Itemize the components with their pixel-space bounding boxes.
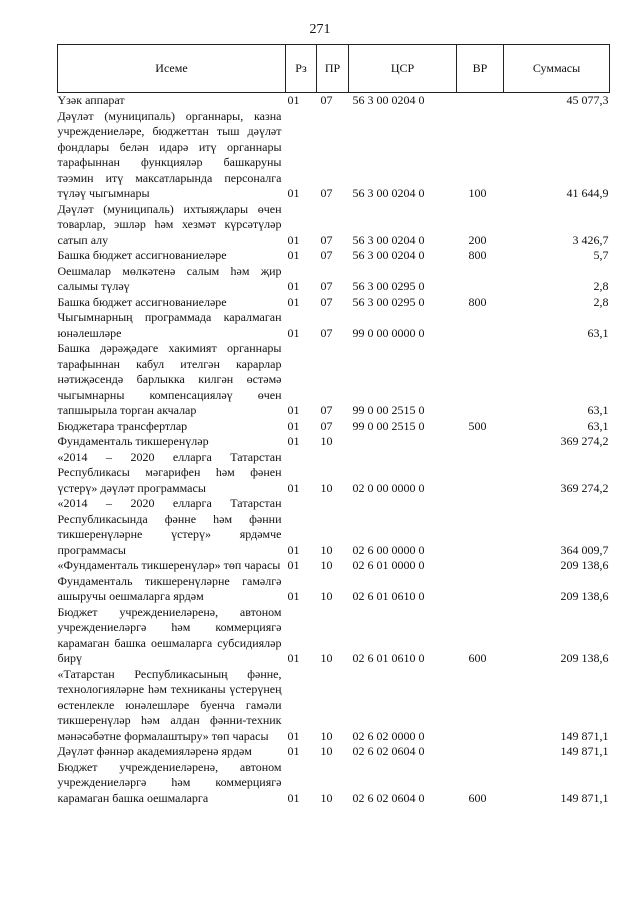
cell-name: Бюджет учреждениеләренә, автоном учреждениеләргә һәм коммерциягә карамаган башка оешмаларга субсидияләр бирү: [57, 604, 282, 665]
cell-vr: [457, 574, 504, 605]
cell-pr: 07: [320, 248, 333, 262]
table-row: [58, 202, 610, 249]
cell-pr: 07: [320, 418, 333, 433]
cell-csr: 99 0 00 2515 0: [352, 403, 425, 417]
cell-pr: 10: [320, 651, 333, 665]
cell-pr: 07: [320, 279, 333, 293]
cell-pr: 10: [320, 434, 333, 448]
cell-name: «Фундаменталь тикшеренүләр» төп чарасы: [57, 558, 281, 572]
cell-name: Үзәк аппарат: [57, 93, 125, 107]
cell-vr: [457, 450, 504, 497]
cell-csr: 56 3 00 0295 0: [352, 279, 425, 293]
cell-rz: 01: [287, 232, 300, 247]
table-header-row: [58, 45, 610, 93]
cell-sum: 63,1: [587, 325, 609, 340]
table-row: [58, 558, 610, 574]
table-row: [58, 760, 610, 807]
cell-rz: 01: [287, 558, 300, 572]
cell-rz: 01: [287, 744, 300, 758]
cell-csr: 56 3 00 0204 0: [352, 93, 425, 107]
table-row: [58, 310, 610, 341]
cell-csr: 99 0 00 2515 0: [352, 418, 425, 433]
cell-name: Фундаменталь тикшеренүләр: [57, 434, 209, 448]
cell-csr: 02 6 02 0000 0: [352, 728, 425, 743]
cell-pr: 10: [320, 728, 333, 743]
header-csr: ЦСР: [349, 45, 457, 93]
cell-vr: [457, 667, 504, 745]
cell-name: «Татарстан Республикасының фәнне, технологияләрне һәм техниканы үстерүнең өстенлекле юнәлешләре буенча гамәли тикшеренүләр һәм алдан фәнни-техник мәнәсәбәтне формалаштыру» төп чарасы: [57, 666, 282, 743]
cell-csr: 02 6 02 0604 0: [352, 744, 425, 758]
cell-rz: 01: [287, 248, 300, 262]
table-row: [58, 574, 610, 605]
cell-vr: [457, 264, 504, 295]
cell-sum: 149 871,1: [560, 790, 609, 805]
cell-csr: 02 6 01 0610 0: [352, 589, 425, 603]
table-row: [58, 248, 610, 264]
header-pr: ПР: [317, 45, 349, 93]
cell-pr: 07: [320, 93, 333, 107]
table-row: [58, 605, 610, 667]
cell-name: Оешмалар мөлкәтенә салым һәм җир салымы түләү: [57, 263, 282, 293]
cell-name: Дәүләт (муниципаль) ихтыяҗлары өчен товарлар, эшләр һәм хезмәт күрсәтүләр сатып алу: [57, 201, 282, 247]
table-row: [58, 744, 610, 760]
cell-pr: 10: [320, 744, 333, 758]
cell-rz: 01: [287, 325, 300, 340]
table-row: [58, 264, 610, 295]
cell-vr: [457, 744, 504, 760]
cell-vr: [457, 558, 504, 574]
cell-sum: 2,8: [593, 279, 609, 293]
cell-rz: 01: [287, 434, 300, 448]
cell-vr: [457, 93, 504, 109]
cell-name: «2014 – 2020 елларга Татарстан Республикасы мәгарифен һәм фәнен үстерү» дәүләт программасы: [57, 449, 282, 495]
cell-vr: [457, 310, 504, 341]
cell-sum: 364 009,7: [560, 542, 609, 557]
budget-table: [57, 44, 610, 806]
cell-pr: 10: [320, 589, 333, 603]
cell-rz: 01: [287, 186, 300, 200]
cell-vr: [457, 434, 504, 450]
table-row: [58, 109, 610, 202]
cell-vr: 600: [468, 651, 487, 665]
cell-pr: 07: [320, 232, 333, 247]
cell-csr: 02 0 00 0000 0: [352, 480, 425, 495]
table-row: [58, 450, 610, 497]
cell-sum: 209 138,6: [560, 589, 609, 603]
cell-name: Чыгымнарның программада каралмаган юнәлешләре: [57, 310, 282, 340]
cell-sum: 45 077,3: [566, 93, 609, 107]
cell-rz: 01: [287, 651, 300, 665]
cell-sum: 63,1: [587, 418, 609, 433]
cell-csr: 02 6 01 0000 0: [352, 558, 425, 572]
cell-pr: 10: [320, 480, 333, 495]
table-row: [58, 341, 610, 419]
cell-csr: [349, 434, 457, 450]
cell-csr: 56 3 00 0204 0: [352, 186, 425, 200]
table-row: [58, 419, 610, 435]
cell-name: Башка бюджет ассигнованиеләре: [57, 248, 227, 262]
cell-rz: 01: [287, 294, 300, 309]
cell-pr: 07: [320, 325, 333, 340]
cell-pr: 07: [320, 294, 333, 309]
cell-pr: 07: [320, 186, 333, 200]
header-rz: Рз: [286, 45, 317, 93]
cell-sum: 369 274,2: [560, 480, 609, 495]
cell-vr: [457, 341, 504, 419]
cell-rz: 01: [287, 480, 300, 495]
cell-csr: 02 6 00 0000 0: [352, 542, 425, 557]
cell-name: Бюджетара трансфертлар: [57, 418, 188, 433]
header-sum: Суммасы: [504, 45, 610, 93]
cell-rz: 01: [287, 93, 300, 107]
table-row: [58, 295, 610, 311]
cell-pr: 07: [320, 403, 333, 417]
cell-vr: 200: [468, 232, 487, 247]
header-vr: ВР: [457, 45, 504, 93]
cell-csr: 56 3 00 0204 0: [352, 248, 425, 262]
cell-sum: 209 138,6: [560, 651, 609, 665]
cell-sum: 3 426,7: [572, 232, 609, 247]
cell-sum: 63,1: [587, 403, 609, 417]
cell-vr: 500: [468, 418, 487, 433]
cell-pr: 10: [320, 558, 333, 572]
cell-vr: 100: [468, 186, 487, 200]
table-row: [58, 93, 610, 109]
cell-sum: 149 871,1: [560, 744, 609, 758]
cell-vr: 800: [468, 294, 487, 309]
cell-sum: 41 644,9: [566, 186, 609, 200]
table-row: [58, 434, 610, 450]
cell-rz: 01: [287, 589, 300, 603]
cell-vr: 600: [468, 790, 487, 805]
cell-name: Бюджет учреждениеләренә, автоном учреждениеләргә һәм коммерциягә карамаган башка оешмаларга: [57, 759, 282, 805]
cell-sum: 2,8: [593, 294, 609, 309]
cell-csr: 56 3 00 0295 0: [352, 294, 425, 309]
cell-csr: 02 6 02 0604 0: [352, 790, 425, 805]
cell-rz: 01: [287, 728, 300, 743]
cell-rz: 01: [287, 418, 300, 433]
cell-name: Башка бюджет ассигнованиеләре: [57, 294, 227, 309]
cell-csr: 02 6 01 0610 0: [352, 651, 425, 665]
cell-pr: 10: [320, 790, 333, 805]
cell-sum: 5,7: [593, 248, 609, 262]
cell-name: Башка дәрәҗәдәге хакимият органнары тарафыннан кабул ителгән карарлар нәтиҗәсендә барлыкка килгән өстәмә чыгымнарны компенсацияләү өчен тапшырыла торган акчалар: [57, 341, 282, 417]
cell-vr: 800: [468, 248, 487, 262]
cell-rz: 01: [287, 279, 300, 293]
table-row: [58, 667, 610, 745]
cell-pr: 10: [320, 542, 333, 557]
cell-sum: 369 274,2: [560, 434, 609, 448]
table-row: [58, 496, 610, 558]
page-number: 271: [309, 22, 331, 37]
cell-csr: 99 0 00 0000 0: [352, 325, 425, 340]
cell-vr: [457, 496, 504, 558]
cell-sum: 209 138,6: [560, 558, 609, 572]
cell-name: Дәүләт фәннәр академияләренә ярдәм: [57, 744, 252, 758]
cell-rz: 01: [287, 542, 300, 557]
cell-name: Дәүләт (муниципаль) органнары, казна учреждениеләре, бюджеттан тыш дәүләт фондлары белән идарә итү органнары тарафыннан функцияләр башкаруны тәэмин итү максатларында персоналга түләү чыгымнары: [57, 108, 282, 200]
cell-name: «2014 – 2020 елларга Татарстан Республикасында фәнне һәм фәнни тикшеренүләрне үстерү» ярдәмче программасы: [57, 496, 282, 557]
header-name: Исеме: [58, 45, 286, 93]
cell-rz: 01: [287, 403, 300, 417]
cell-csr: 56 3 00 0204 0: [352, 232, 425, 247]
cell-sum: 149 871,1: [560, 728, 609, 743]
cell-rz: 01: [287, 790, 300, 805]
cell-name: Фундаменталь тикшеренүләрне гамәлгә ашыручы оешмаларга ярдәм: [57, 573, 282, 603]
